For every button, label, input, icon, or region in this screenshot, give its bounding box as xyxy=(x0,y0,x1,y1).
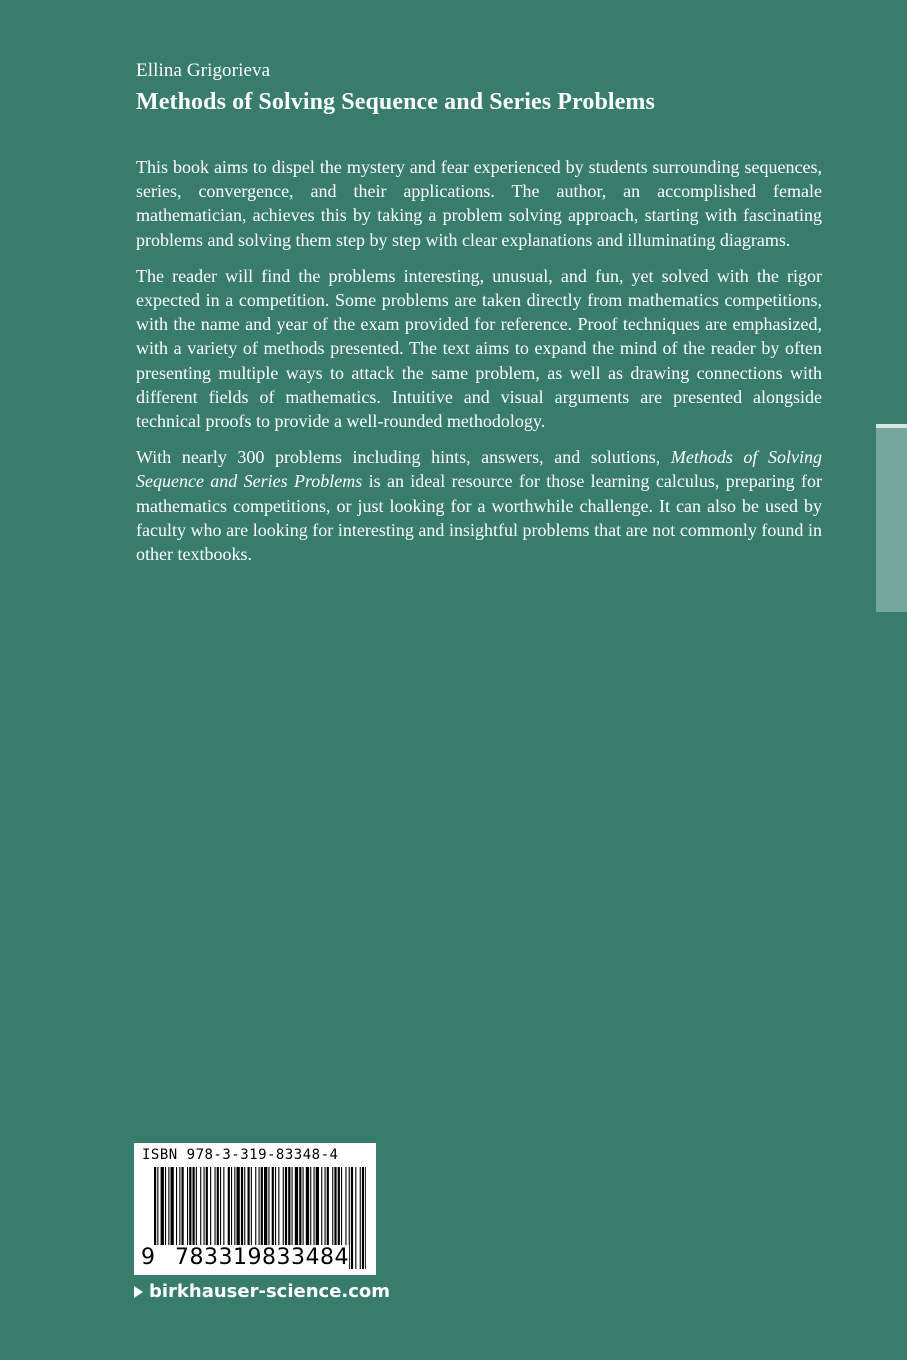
paragraph-3-book-title: Methods of Solving Sequence and Series Problems xyxy=(136,447,823,492)
description xyxy=(136,155,822,578)
paragraph-3 xyxy=(136,445,822,566)
ean-digits: 783319833484 xyxy=(175,1245,349,1270)
paragraph-2: The reader will find the problems interesting, unusual, and fun, yet solved with the rigor expected in a competition. Some problems are taken directly from mathematics competitions, with the name and year of the exam provided for reference. Proof techniques are emphasized, with a variety of methods presented. The text aims to expand the mind of the reader by often presenting multiple ways to attack the same problem, as well as drawing connections with different fields of mathematics. Intuitive and visual arguments are presented alongside technical proofs to provide a well-rounded methodology. xyxy=(136,265,822,432)
edge-tab xyxy=(876,424,907,612)
ean-number xyxy=(141,1245,349,1270)
barcode-box xyxy=(134,1143,376,1275)
paragraph-1: This book aims to dispel the mystery and fear experienced by students surrounding sequences, series, convergence, and their applications. The author, an accomplished female mathematician, achieves this by taking a problem solving approach, starting with fascinating problems and solving them step by step with clear explanations and illuminating diagrams. xyxy=(136,157,822,250)
paragraph-3-start: With nearly 300 problems including hints, answers, and solutions, xyxy=(136,447,671,468)
ean-first-digit: 9 xyxy=(141,1245,156,1270)
author-name: Ellina Grigorieva xyxy=(136,60,271,81)
publisher-url: birkhauser-science.com xyxy=(149,1281,391,1302)
isbn-label: ISBN 978-3-319-83348-4 xyxy=(142,1147,339,1163)
arrow-right-icon xyxy=(134,1286,143,1298)
publisher-link[interactable] xyxy=(134,1281,390,1302)
paragraph-3-end: is an ideal resource for those learning calculus, preparing for mathematics competitions, or just looking for a worthwhile challenge. It can also be used by faculty who are looking for interesting and insightful problems that are not commonly found in other textbooks. xyxy=(136,471,822,565)
book-title: Methods of Solving Sequence and Series Problems xyxy=(136,89,655,115)
